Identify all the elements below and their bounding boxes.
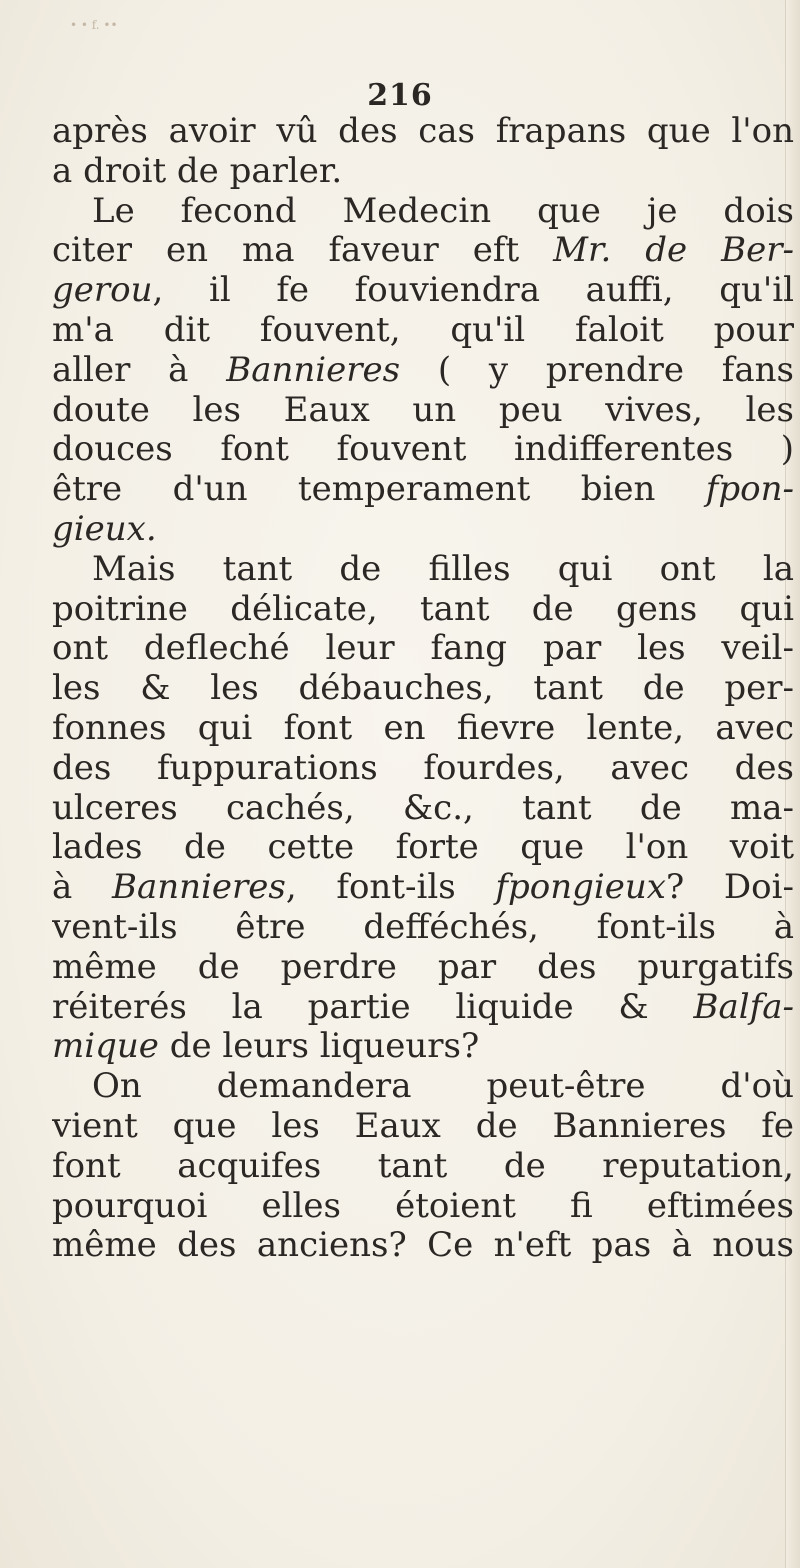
roman-text: Le fecond Medecin que je dois (92, 191, 794, 231)
body-text (52, 112, 794, 1266)
roman-text: vent-ils être defféchés, font-ils à (52, 907, 794, 947)
text-line (52, 709, 794, 749)
text-line (52, 1226, 794, 1266)
text-line (52, 749, 794, 789)
text-line (52, 391, 794, 431)
text-line (52, 430, 794, 470)
text-line (52, 1067, 794, 1107)
italic-text: mique (52, 1027, 159, 1067)
text-line (52, 1027, 794, 1067)
text-line (52, 311, 794, 351)
italic-text: fpon- (705, 470, 794, 510)
roman-text: doute les Eaux un peu vives, les (52, 390, 794, 430)
italic-text: Bannieres (111, 868, 286, 908)
text-line (52, 669, 794, 709)
roman-text: être d'un temperament bien (52, 470, 706, 510)
text-line (52, 590, 794, 630)
roman-text: des fuppurations fourdes, avec des (52, 748, 794, 788)
roman-text: aller à (52, 350, 227, 390)
roman-text: , il fe fouviendra auffi, qu'il (152, 271, 794, 311)
roman-text: poitrine délicate, tant de gens qui (52, 589, 794, 629)
roman-text: On demandera peut-être d'où (92, 1067, 794, 1107)
text-line (52, 152, 794, 192)
roman-text: Mais tant de filles qui ont la (92, 549, 794, 589)
roman-text: fonnes qui font en fievre lente, avec (52, 708, 794, 748)
text-line (52, 231, 794, 271)
italic-text: gerou (52, 271, 153, 311)
text-line (52, 828, 794, 868)
roman-text: même de perdre par des purgatifs (52, 947, 794, 987)
text-line (52, 1187, 794, 1227)
text-line (52, 510, 794, 550)
text-line (52, 192, 794, 232)
roman-text: de leurs liqueurs? (158, 1027, 480, 1067)
roman-text: à (52, 868, 112, 908)
text-line (52, 629, 794, 669)
ink-stain-mark: • • f. •• (70, 18, 118, 32)
roman-text: font acquifes tant de reputation, (52, 1146, 794, 1186)
roman-text: pourquoi elles étoient fi eftimées (52, 1186, 794, 1226)
roman-text: ? Doi- (665, 868, 794, 908)
text-line (52, 948, 794, 988)
roman-text: les & les débauches, tant de per- (52, 669, 794, 709)
text-line (52, 988, 794, 1028)
roman-text: réiterés la partie liquide & (52, 987, 694, 1027)
italic-text: fpongieux (495, 868, 666, 908)
roman-text: a droit de parler. (52, 151, 343, 191)
text-line (52, 1147, 794, 1187)
roman-text: vient que les Eaux de Bannieres fe (52, 1106, 794, 1146)
italic-text: Mr. de Ber- (553, 231, 794, 271)
roman-text: ulceres cachés, &c., tant de ma- (52, 788, 794, 828)
text-line (52, 271, 794, 311)
text-line (52, 351, 794, 391)
italic-text: gieux. (52, 509, 157, 549)
text-line (52, 470, 794, 510)
italic-text: Bannieres (226, 350, 401, 390)
text-line (52, 1107, 794, 1147)
roman-text: citer en ma faveur eft (52, 231, 554, 271)
roman-text: même des anciens? Ce n'eft pas à nous (52, 1226, 794, 1266)
roman-text: ont defleché leur fang par les veil- (52, 629, 794, 669)
roman-text: , font-ils (285, 868, 496, 908)
text-line (52, 112, 794, 152)
roman-text: ( y prendre fans (400, 350, 794, 390)
text-line (52, 908, 794, 948)
roman-text: m'a dit fouvent, qu'il faloit pour (52, 310, 794, 350)
roman-text: douces font fouvent indifferentes ) (52, 430, 794, 470)
italic-text: Balfa- (693, 987, 794, 1027)
roman-text: lades de cette forte que l'on voit (52, 828, 794, 868)
text-line (52, 550, 794, 590)
page-number: 216 (367, 78, 433, 113)
text-line (52, 868, 794, 908)
roman-text: après avoir vû des cas frapans que l'on (52, 112, 794, 151)
text-line (52, 789, 794, 829)
